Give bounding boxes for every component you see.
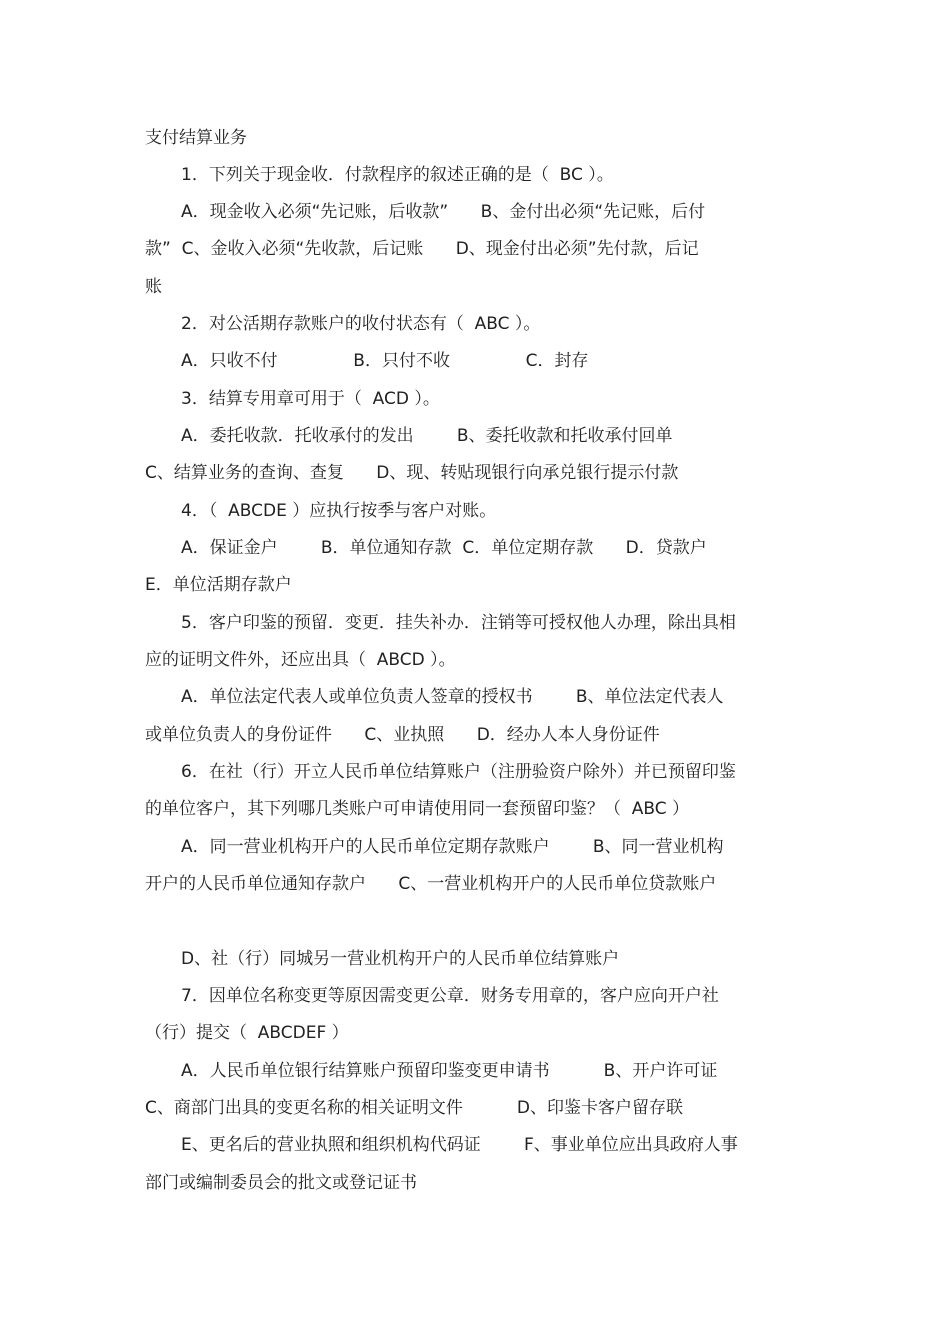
text-line: 的单位客户，其下列哪几类账户可申请使用同一套预留印鉴？（ ABC ） (145, 799, 690, 819)
text-line: 款” C、金收入必须“先收款，后记账 D、现金付出必须”先付款，后记 (145, 239, 699, 259)
question-6: 6．在社（行）开立人民币单位结算账户（注册验资户除外）并已预留印鉴 (181, 762, 736, 782)
question-1: 1．下列关于现金收．付款程序的叙述正确的是（ BC ）。 (181, 165, 614, 185)
text-line: D、社（行）同城另一营业机构开户的人民币单位结算账户 (181, 949, 620, 969)
question-5: 5．客户印鉴的预留．变更．挂失补办．注销等可授权他人办理，除出具相 (181, 613, 736, 633)
text-line: 开户的人民币单位通知存款户 C、一营业机构开户的人民币单位贷款账户 (145, 874, 717, 894)
question-7: 7．因单位名称变更等原因需变更公章．财务专用章的，客户应向开户社 (181, 986, 719, 1006)
question-3: 3．结算专用章可用于（ ACD ）。 (181, 389, 440, 409)
text-line: A．现金收入必须“先记账，后收款” B、金付出必须“先记账，后付 (181, 202, 706, 222)
text-line: E．单位活期存款户 (145, 575, 292, 595)
text-line: C、商部门出具的变更名称的相关证明文件 D、印鉴卡客户留存联 (145, 1098, 683, 1118)
text-line: 或单位负责人的身份证件 C、业执照 D．经办人本人身份证件 (145, 725, 660, 745)
question-2: 2．对公活期存款账户的收付状态有（ ABC ）。 (181, 314, 541, 334)
text-line: E、更名后的营业执照和组织机构代码证 F、事业单位应出具政府人事 (181, 1135, 738, 1155)
text-line: 应的证明文件外，还应出具（ ABCD ）。 (145, 650, 456, 670)
text-line: A．人民币单位银行结算账户预留印鉴变更申请书 B、开户许可证 (181, 1061, 718, 1081)
text-line: A．只收不付 B．只付不收 C．封存 (181, 351, 589, 371)
text-line: 部门或编制委员会的批文或登记证书 (145, 1173, 417, 1193)
text-line: 账 (145, 277, 162, 297)
text-line: A．同一营业机构开户的人民币单位定期存款账户 B、同一营业机构 (181, 837, 724, 857)
document-title: 支付结算业务 (145, 128, 247, 148)
text-line: A．委托收款．托收承付的发出 B、委托收款和托收承付回单 (181, 426, 673, 446)
question-4: 4．（ ABCDE ）应执行按季与客户对账。 (181, 501, 497, 521)
text-line: A．单位法定代表人或单位负责人签章的授权书 B、单位法定代表人 (181, 687, 724, 707)
text-line: C、结算业务的查询、查复 D、现、转贴现银行向承兑银行提示付款 (145, 463, 679, 483)
text-line: A．保证金户 B．单位通知存款 C．单位定期存款 D．贷款户 (181, 538, 707, 558)
text-line: （行）提交（ ABCDEF ） (145, 1023, 349, 1043)
